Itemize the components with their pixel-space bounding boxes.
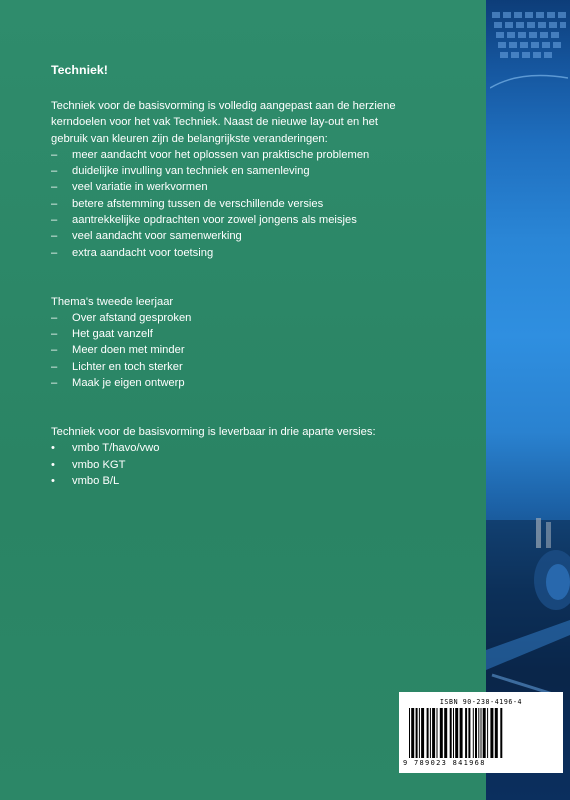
barcode-label (399, 692, 563, 773)
bullet-marker: • (51, 442, 55, 455)
versions-intro: Techniek voor de basisvorming is leverbaar in drie aparte versies: (51, 425, 376, 438)
list-item-text: vmbo T/havo/vwo (72, 442, 160, 455)
dash-marker: – (51, 197, 58, 210)
list-item-text: Over afstand gesproken (72, 311, 192, 324)
list-item-text: veel variatie in werkvormen (72, 181, 208, 194)
intro-paragraph (51, 98, 471, 147)
list-item (51, 440, 471, 456)
list-item (51, 147, 471, 163)
intro-line: kerndoelen voor het vak Techniek. Naast de nieuwe lay-out en het (51, 116, 378, 129)
dash-marker: – (51, 311, 58, 324)
list-item (51, 163, 471, 179)
page-title: Techniek! (51, 63, 108, 77)
list-item (51, 359, 471, 375)
bullet-marker: • (51, 458, 55, 471)
dash-marker: – (51, 344, 58, 357)
list-item (51, 457, 471, 473)
device-photo-icon (486, 500, 570, 700)
list-item-text: vmbo B/L (72, 474, 120, 487)
dash-marker: – (51, 181, 58, 194)
intro-line: gebruik van kleuren zijn de belangrijkste veranderingen: (51, 132, 328, 145)
dash-marker: – (51, 246, 58, 259)
list-item-text: extra aandacht voor toetsing (72, 246, 214, 259)
list-item (51, 212, 471, 228)
list-item (51, 375, 471, 391)
list-item (51, 342, 471, 358)
intro-line: Techniek voor de basisvorming is volledig aangepast aan de herziene (51, 100, 396, 112)
dash-marker: – (51, 165, 58, 178)
ean-text: 9 789023 841968 (403, 759, 486, 767)
list-item-text: meer aandacht voor het oplossen van praktische problemen (72, 148, 370, 161)
list-item (51, 196, 471, 212)
keyboard-photo-icon (490, 8, 568, 100)
versions-list (51, 440, 471, 489)
list-item (51, 310, 471, 326)
list-item-text: vmbo KGT (72, 458, 126, 471)
barcode-icon (407, 708, 557, 758)
themes-heading: Thema's tweede leerjaar (51, 295, 174, 308)
list-item (51, 228, 471, 244)
list-item (51, 245, 471, 261)
cover-photo-strip (486, 0, 570, 800)
list-item-text: Het gaat vanzelf (72, 328, 153, 341)
isbn-text: ISBN 90-238-4196-4 (439, 698, 523, 706)
list-item-text: Meer doen met minder (72, 344, 185, 357)
themes-list (51, 310, 471, 391)
dash-marker: – (51, 328, 58, 341)
dash-marker: – (51, 377, 58, 390)
dash-marker: – (51, 148, 58, 161)
dash-marker: – (51, 214, 58, 227)
dash-marker: – (51, 360, 58, 373)
cover-text (51, 62, 471, 489)
bullet-marker: • (51, 474, 55, 487)
list-item-text: aantrekkelijke opdrachten voor zowel jongens als meisjes (72, 214, 357, 227)
list-item-text: betere afstemming tussen de verschillende versies (72, 197, 324, 210)
list-item (51, 326, 471, 342)
list-item (51, 179, 471, 195)
list-item (51, 473, 471, 489)
changes-list (51, 147, 471, 261)
dash-marker: – (51, 230, 58, 243)
list-item-text: Lichter en toch sterker (72, 360, 183, 373)
list-item-text: duidelijke invulling van techniek en samenleving (72, 165, 310, 178)
list-item-text: Maak je eigen ontwerp (72, 377, 185, 390)
list-item-text: veel aandacht voor samenwerking (72, 230, 242, 243)
